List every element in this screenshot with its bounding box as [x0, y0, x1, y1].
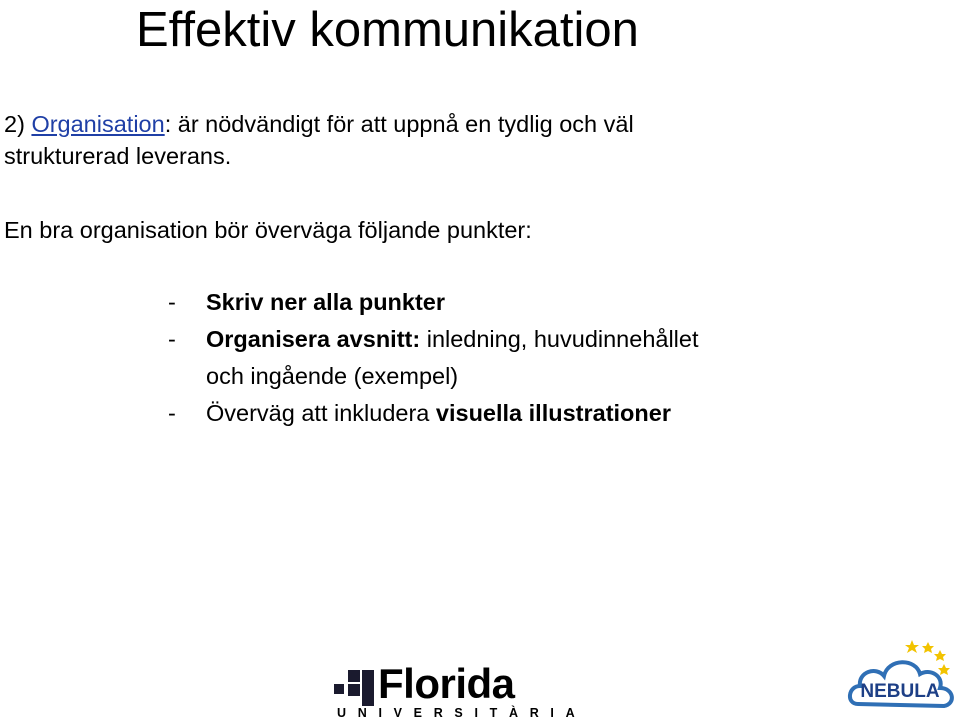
bullet-text: inledning, huvudinnehållet — [420, 326, 699, 352]
bullet-text: Skriv ner alla punkter — [206, 289, 446, 315]
bullet-text: Överväg att inkludera — [206, 400, 436, 426]
slide-title: Effektiv kommunikation — [136, 3, 639, 57]
bullet-item — [168, 395, 699, 432]
organisation-link[interactable]: Organisation — [31, 111, 165, 137]
lead-text: En bra organisation bör överväga följande punkter: — [4, 217, 532, 243]
bullet-text-bold: Organisera avsnitt: — [206, 326, 421, 352]
intro-line-1-rest: : är nödvändigt för att uppnå en tydlig och väl — [164, 111, 634, 137]
svg-text:NEBULA: NEBULA — [860, 681, 940, 702]
intro-prefix: 2) — [4, 111, 32, 137]
bullet-dash: - — [168, 289, 176, 315]
nebula-logo — [844, 630, 960, 722]
bullet-continuation: och ingående (exempel) — [206, 363, 459, 389]
bullet-dash: - — [168, 326, 176, 352]
bullet-dash: - — [168, 400, 176, 426]
bullet-text-bold: visuella illustrationer — [435, 400, 671, 426]
nebula-cloud-icon — [844, 630, 960, 722]
intro-paragraph — [4, 108, 634, 172]
bullet-item — [168, 284, 699, 321]
florida-emblem-icon — [334, 668, 374, 708]
bullet-list — [168, 284, 699, 432]
florida-subtitle: UNIVERSITÀRIA — [337, 706, 587, 720]
bullet-item — [168, 321, 699, 395]
florida-logo — [334, 660, 587, 722]
intro-line-2: strukturerad leverans. — [4, 143, 232, 169]
florida-wordmark: Florida — [378, 660, 515, 707]
intro-line-1 — [4, 108, 634, 140]
